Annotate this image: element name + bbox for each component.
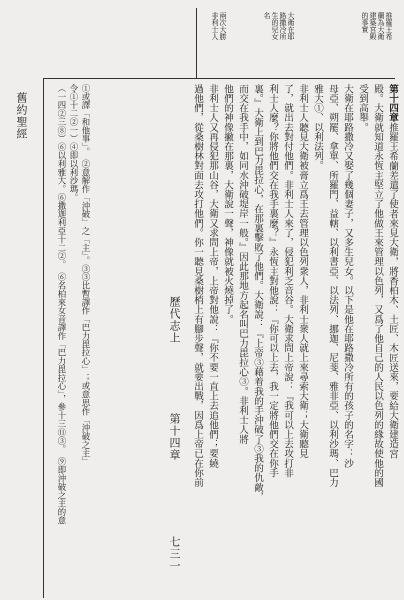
running-chapter: 第十四章 bbox=[168, 413, 181, 461]
text-line: 非利士人聽見大衛被膏立爲王去管理以色列衆人，非利士衆人就上來尋索大衛；大衛聽見 bbox=[297, 84, 308, 459]
text-line: 了，就出去對付他們。非利士人來了，侵犯利乏音谷。大衛求問上帝說：『我可以上去攻打非 bbox=[282, 84, 293, 478]
text-line: 而交在我手中，如同水沖破堤岸一般。』因此那地方起名叫巴力毘拉心③。非利士人將 bbox=[237, 84, 248, 444]
text-line: 母亞、朔罷、拿單、所羅門、益轄、以利書亞、以法列、挪迦、尼斐、雅非亞、以利沙瑪、巴力 bbox=[327, 84, 338, 488]
side-heading-2-line: 大衛在耶 bbox=[287, 12, 295, 40]
page-number: 七三一 bbox=[168, 536, 181, 572]
text-line: 利士人麼？你將他們交在我手裏麼？』永恆主對他說：『你可以上去，我一定將他們交在你手 bbox=[267, 84, 278, 478]
text-line: 過他們，從桑樹林對面去攻打他們。你一聽見桑樹梢上有腳步聲，就要出戰，因爲上帝已在你前 bbox=[192, 84, 203, 488]
text-line: 大衛在耶路撒冷又娶了幾個妻子，又多生兒女。以下是他在耶路撒冷所有的孩子的名字：沙 bbox=[342, 84, 353, 468]
running-book-title: 舊約聖經 bbox=[15, 92, 28, 140]
footnote-line: 令①十二②一）④即以利沙瑪。 bbox=[69, 84, 79, 202]
side-heading-3-line: 非利士人 bbox=[211, 12, 219, 40]
footnote-line: ①或譯「和他事」。 ②意解作「沖破」之「主」。③③比暫譯作「巴力毘拉心」；或意思作「沖破之主」 bbox=[81, 84, 91, 466]
running-section-title: 歷代志上 bbox=[168, 296, 181, 344]
side-heading-2-line: 名 bbox=[263, 12, 271, 19]
text-line: 非利士人又再侵犯那山谷，大衛又求問上帝，上帝對他說：『你不要一直上去追他們；要繞 bbox=[207, 84, 218, 468]
frame-rule-top bbox=[43, 78, 395, 79]
text-line: 他們的神像撇在那裏，大衛說一聲，神像就被火燒掉了。 bbox=[222, 84, 233, 324]
heading-rule bbox=[196, 8, 197, 78]
side-heading-2-line: 路撒冷所 bbox=[279, 12, 287, 40]
text-line: 殿。大衛就知道永恆主堅立了他做王來管理以色列，又爲了他自己的人民以色列的緣故使他的國 bbox=[372, 84, 383, 488]
side-heading-1-line: 的事實 bbox=[361, 12, 369, 33]
text-line-content: 推羅王希蘭差遣了使者來見大衛，將香柏木、土匠、木匠送來，要給大衛建造宮 bbox=[387, 122, 398, 459]
frame-rule-left bbox=[43, 78, 44, 598]
text-line: 雅大①、以利法列。 bbox=[312, 84, 323, 171]
text-line bbox=[387, 84, 398, 458]
side-heading-1-line: 推羅王希 bbox=[385, 12, 393, 40]
side-heading-1-line: 蘭為大衛 bbox=[377, 12, 385, 40]
text-line: 裏。』大衛上到巴力毘拉心，在那裏擊敗了他們。大衛說：『上帝③藉着我的手沖破了③我的仇敵， bbox=[252, 84, 263, 502]
chapter-heading: 第十四章 bbox=[387, 84, 398, 123]
side-heading-1-line: 建築宮殿 bbox=[369, 12, 377, 40]
text-line: 受到高舉。 bbox=[357, 84, 368, 132]
side-heading-3-line: 兩次大勝 bbox=[219, 12, 227, 40]
side-heading-2-line: 生的兒女 bbox=[271, 12, 279, 40]
footnote-line: （一四②三⑧）⑥以利雅大。⑥撒迦利亞十二②。 ⑥名柏來女音譯作「巴力毘拉心」，參十三⑪③。 ⑨即沖破之主的意 bbox=[57, 84, 67, 525]
